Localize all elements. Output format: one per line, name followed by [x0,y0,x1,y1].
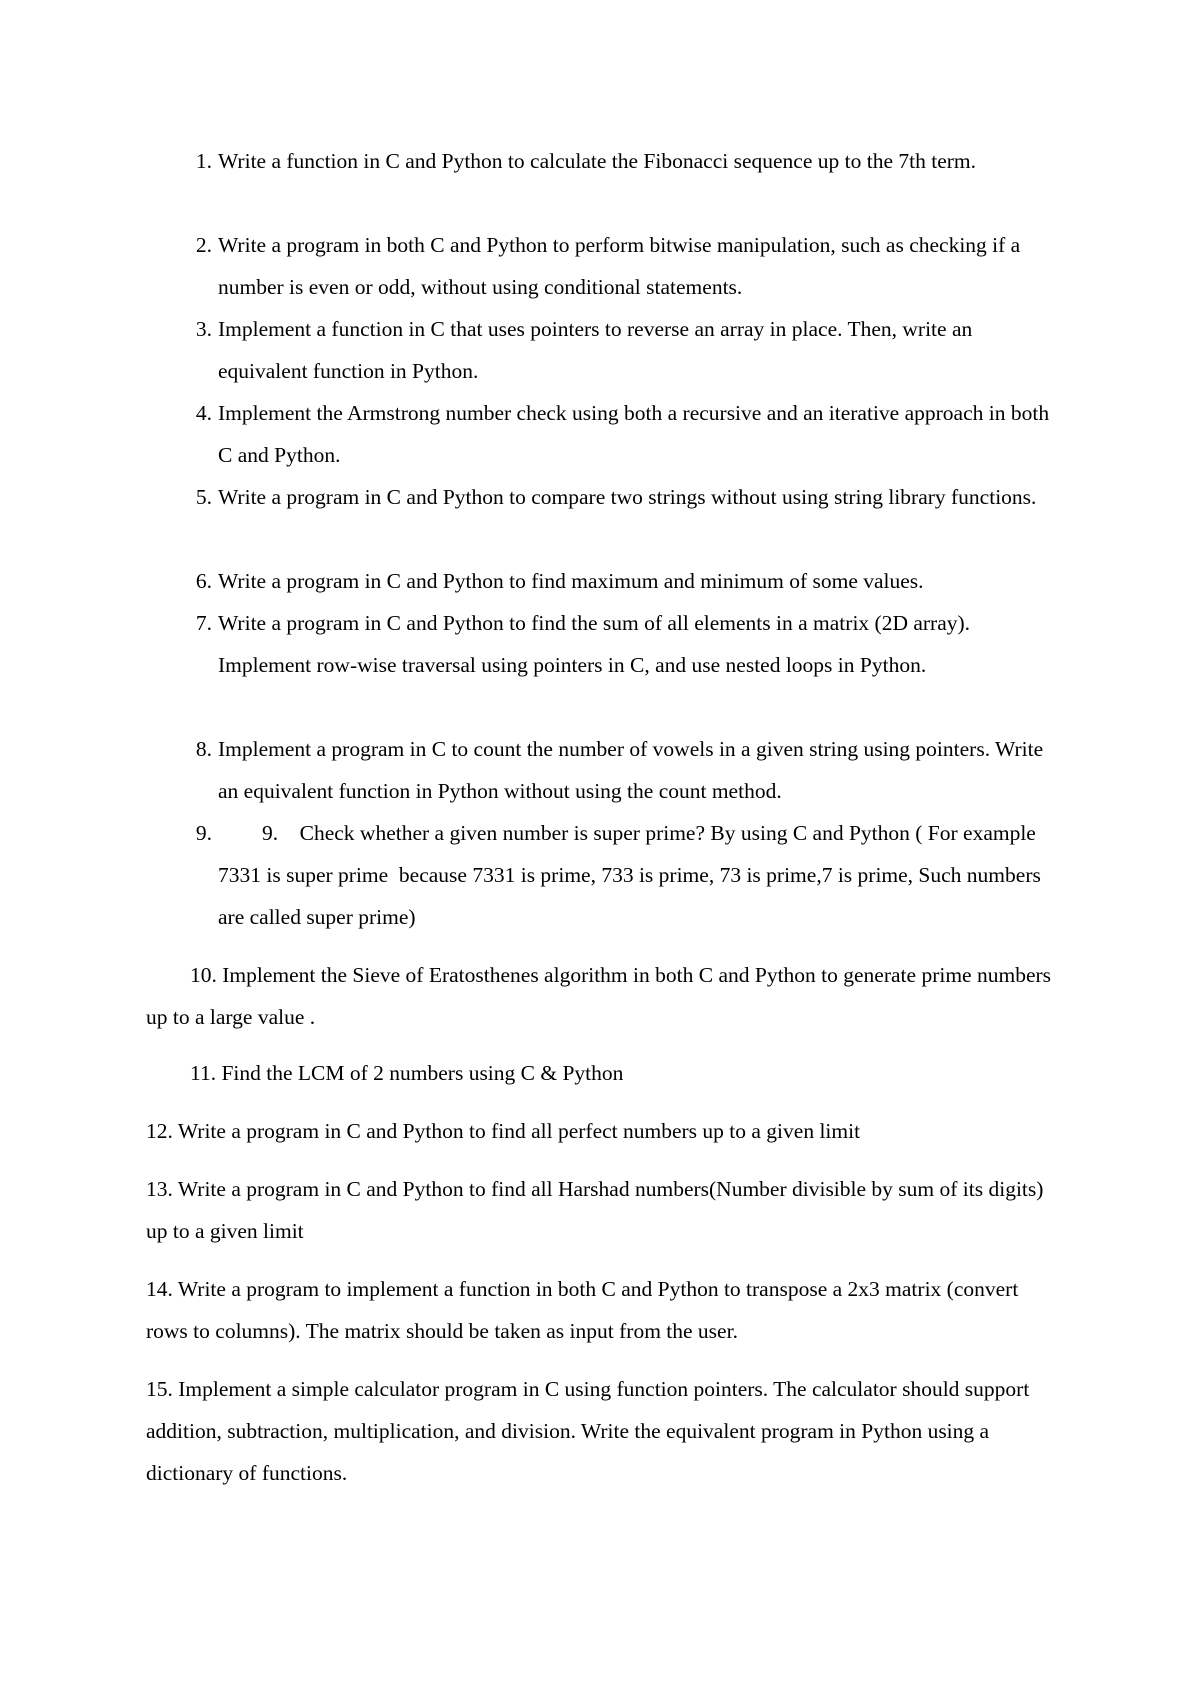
list-item-text: 9. Check whether a given number is super prime? By using C and Python ( For example 7331 is super prime because 7331 is prime, 733 is prime, 73 is prime,7 is prime, Such numbers are called super prime) [218,821,1047,929]
list-number: 7. [195,611,212,635]
list-item [195,476,1058,518]
list-item-text: Write a program in C and Python to find maximum and minimum of some values. [218,569,924,593]
paragraph: 10. Implement the Sieve of Eratosthenes algorithm in both C and Python to generate prime numbers up to a large value . [146,963,1052,1029]
list-item [195,560,1058,602]
list-number: 8. [195,737,212,761]
list-item-text: Implement a function in C that uses pointers to reverse an array in place. Then, write an equivalent function in Python. [218,317,973,383]
list-item-text: Implement the Armstrong number check using both a recursive and an iterative approach in both C and Python. [218,401,1050,467]
list-item [195,602,1058,686]
list-item-text: Write a program in C and Python to find the sum of all elements in a matrix (2D array). Implement row-wise traversal using pointers in C, and use nested loops in Python. [218,611,971,677]
list-number: 9. [195,821,212,845]
list-item [195,140,1058,182]
list-item-text: Implement a program in C to count the number of vowels in a given string using pointers. Write an equivalent function in Python without using the count method. [218,737,1044,803]
list-number: 5. [195,485,212,509]
list-item-text: Write a program in C and Python to compare two strings without using string library functions. [218,485,1037,509]
paragraph: 12. Write a program in C and Python to find all perfect numbers up to a given limit [146,1119,861,1143]
paragraph: 11. Find the LCM of 2 numbers using C & Python [190,1061,624,1085]
list-number: 2. [195,233,212,257]
list-item [195,812,1058,938]
list-item [195,308,1058,392]
list-item-text: Write a program in both C and Python to perform bitwise manipulation, such as checking if a number is even or odd, without using conditional statements. [218,233,1021,299]
list-number: 3. [195,317,212,341]
paragraph: 14. Write a program to implement a function in both C and Python to transpose a 2x3 matrix (convert rows to columns). The matrix should be taken as input from the user. [146,1277,1019,1343]
list-item [195,224,1058,308]
list-item [195,392,1058,476]
list-item [195,728,1058,812]
list-number: 4. [195,401,212,425]
list-number: 6. [195,569,212,593]
paragraph: 15. Implement a simple calculator program in C using function pointers. The calculator should support addition, subtraction, multiplication, and division. Write the equivalent program in Python using a dictionary of functions. [146,1377,1030,1485]
list-item-text: Write a function in C and Python to calculate the Fibonacci sequence up to the 7th term. [218,149,976,173]
paragraph: 13. Write a program in C and Python to find all Harshad numbers(Number divisible by sum of its digits) up to a given limit [146,1177,1044,1243]
list-number: 1. [195,149,212,173]
